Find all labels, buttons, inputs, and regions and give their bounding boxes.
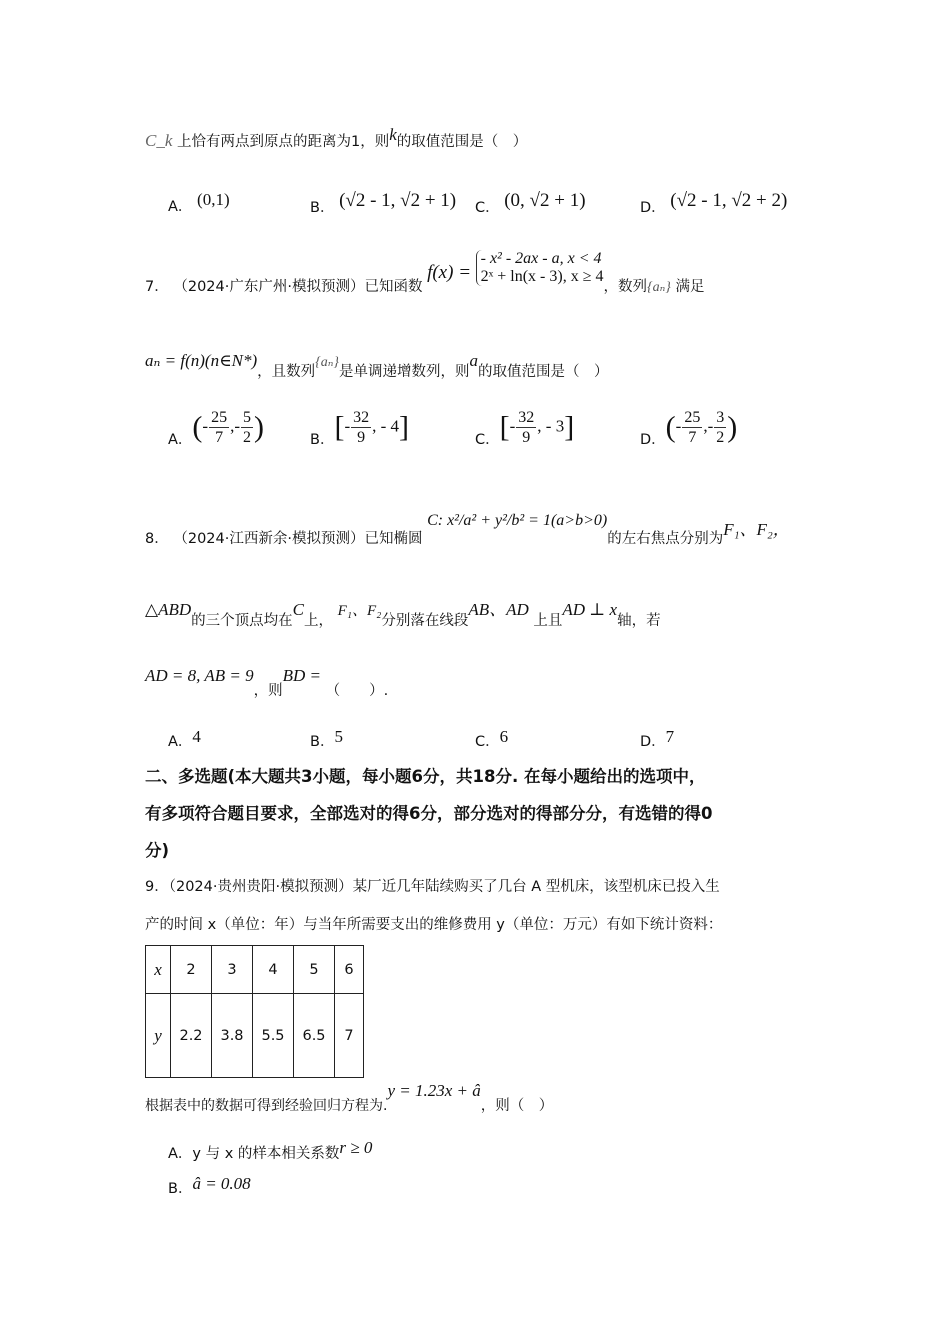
table-cell: 6	[335, 946, 364, 994]
q8-line3-math2: BD =	[282, 666, 321, 685]
q8-number: 8．	[145, 531, 169, 547]
q7-mid: ，数列	[603, 279, 647, 295]
q6-stem	[145, 125, 527, 151]
separator: ,-	[230, 416, 241, 436]
q6-option-d[interactable]	[640, 190, 787, 217]
option-label: B．	[310, 734, 335, 750]
fraction	[714, 408, 726, 447]
numerator: 3	[716, 409, 725, 426]
table-row-y	[146, 994, 364, 1078]
q7-option-d[interactable]	[640, 408, 737, 447]
section-heading-line1: 二、多选题(本大题共3小题，每小题6分，共18分. 在每小题给出的选项中，	[145, 767, 706, 786]
q9-line2: 产的时间 x（单位：年）与当年所需要支出的维修费用 y（单位：万元）有如下统计资料：	[145, 917, 723, 933]
separator: ,-	[703, 416, 714, 436]
option-label: D．	[640, 431, 666, 448]
q8-tail: 的左右焦点分别为	[607, 531, 724, 547]
q7-option-a[interactable]	[168, 408, 264, 447]
q8-option-d[interactable]	[640, 727, 675, 751]
table-cell: y	[146, 994, 171, 1078]
q8-line3	[145, 665, 389, 699]
section-heading-line2: 有多项符合题目要求，全部选对的得6分，部分选对的得部分分，有选错的得0	[145, 804, 713, 823]
q8-line3-math: AD = 8, AB = 9	[145, 666, 254, 685]
option-label: B．	[310, 200, 335, 216]
q6-option-c[interactable]	[475, 190, 586, 217]
fraction	[209, 408, 229, 447]
q7-line2-tail: 的取值范围是（ ）	[478, 364, 609, 380]
q9-option-a[interactable]	[168, 1138, 373, 1163]
q7-line2-seq: {aₙ}	[315, 355, 340, 370]
q8-option-c[interactable]	[475, 727, 509, 751]
table-cell: 5.5	[253, 994, 294, 1078]
q7-tail: 满足	[675, 279, 705, 295]
rest: , - 4	[372, 416, 400, 436]
fraction	[241, 408, 253, 447]
q7-line2	[145, 350, 609, 380]
q9-line1	[145, 875, 720, 896]
q6-stem-math: C_k	[145, 131, 173, 150]
q6-stem-text: 上恰有两点到原点的距离为1，则	[177, 134, 390, 150]
q8-source: （2024·江西新余·模拟预测）已知椭圆	[173, 531, 423, 547]
denominator: 2	[243, 429, 252, 446]
q8-foci: F₁、F₂，	[723, 520, 790, 539]
numerator: 32	[518, 409, 535, 426]
q8-line3-text: ，则	[253, 683, 283, 699]
option-label: C．	[475, 734, 500, 750]
q7-line2-var: a	[469, 351, 479, 370]
numerator: 5	[243, 409, 252, 426]
denominator: 9	[522, 429, 531, 446]
option-math: â = 0.08	[192, 1174, 251, 1193]
option-value: (0,1)	[197, 190, 230, 209]
section-heading-line3: 分)	[145, 841, 170, 860]
bracket: (	[665, 410, 676, 444]
math: C	[292, 600, 304, 619]
option-label: A．	[168, 199, 193, 215]
table-cell: 4	[253, 946, 294, 994]
minus: -	[344, 416, 351, 436]
q7-line2-math: aₙ = f(n)(n∈N*)	[145, 351, 258, 370]
q8-ellipse: C: x²/a² + y²/b² = 1(a>b>0)	[427, 512, 608, 529]
text: 上且	[533, 613, 563, 629]
denominator: 2	[716, 429, 725, 446]
q9-regression-line	[145, 1080, 554, 1114]
q9-after-text: 根据表中的数据可得到经验回归方程为.	[145, 1098, 388, 1114]
option-text: y 与 x 的样本相关系数	[192, 1146, 340, 1162]
q8-option-a[interactable]	[168, 727, 201, 751]
q8-stem	[145, 505, 790, 547]
option-value: 4	[192, 727, 201, 746]
bracket: ]	[399, 410, 410, 444]
option-math: r ≥ 0	[339, 1138, 373, 1157]
q9-option-b[interactable]	[168, 1174, 251, 1198]
q9-after-tail: ，则（ ）	[480, 1098, 554, 1114]
q7-number: 7．	[145, 279, 169, 295]
math: AB、AD	[468, 600, 529, 619]
bracket: )	[727, 410, 738, 444]
text: 轴，若	[617, 613, 661, 629]
q7-line2-text2: 是单调递增数列，则	[339, 364, 470, 380]
q8-line3-tail: （ ）.	[325, 683, 389, 699]
q6-var: k	[389, 125, 397, 144]
q8-option-b[interactable]	[310, 727, 343, 751]
table-cell: 5	[294, 946, 335, 994]
fraction	[682, 408, 702, 447]
q9-number: 9．	[145, 879, 169, 895]
option-label: A．	[168, 431, 193, 448]
q7-case2: 2ˣ + ln(x - 3), x ≥ 4	[480, 268, 604, 285]
numerator: 25	[684, 409, 701, 426]
table-cell: 3	[212, 946, 253, 994]
text: 的三个顶点均在	[191, 613, 293, 629]
option-value: 6	[499, 727, 509, 746]
table-cell: 3.8	[212, 994, 253, 1078]
q7-func: f(x) =	[427, 262, 472, 283]
denominator: 7	[688, 429, 697, 446]
rest: , - 3	[537, 416, 565, 436]
option-label: C．	[475, 431, 500, 448]
bracket: (	[192, 410, 203, 444]
q7-stem	[145, 250, 705, 295]
q6-option-b[interactable]	[310, 190, 456, 217]
table-cell: 7	[335, 994, 364, 1078]
option-label: A．	[168, 734, 193, 750]
minus: -	[675, 416, 682, 436]
q7-case1: - x² - 2ax - a, x < 4	[480, 250, 602, 267]
q9-line1-text: （2024·贵州贵阳·模拟预测）某厂近几年陆续购买了几台 A 型机床，该型机床已投入生	[168, 879, 720, 895]
table-cell: x	[146, 946, 171, 994]
data-table	[145, 945, 364, 1078]
q9-after-math: y = 1.23x + â	[387, 1081, 481, 1100]
fraction	[516, 408, 536, 447]
option-value: (√2 - 1, √2 + 2)	[670, 190, 788, 211]
fraction	[351, 408, 371, 447]
table-cell: 2	[171, 946, 212, 994]
math: △ABD	[145, 600, 192, 619]
denominator: 7	[215, 429, 224, 446]
text: 上，	[303, 613, 333, 629]
math: F₁、F₂	[337, 603, 382, 619]
option-label: D．	[640, 200, 666, 216]
numerator: 32	[353, 409, 370, 426]
table-cell: 6.5	[294, 994, 335, 1078]
option-label: B．	[310, 431, 335, 448]
option-value: 5	[334, 727, 343, 746]
text: 分别落在线段	[381, 613, 469, 629]
option-label: C．	[475, 200, 500, 216]
math: AD ⊥ x	[562, 600, 618, 619]
minus: -	[202, 416, 209, 436]
option-label: D．	[640, 734, 666, 750]
table-row-x	[146, 946, 364, 994]
bracket: [	[334, 410, 345, 444]
q7-option-c[interactable]	[475, 408, 574, 447]
table-cell: 2.2	[171, 994, 212, 1078]
bracket: ]	[564, 410, 575, 444]
option-label: A．	[168, 1146, 193, 1162]
q7-source: （2024·广东广州·模拟预测）已知函数	[173, 279, 423, 295]
q6-stem-tail: 的取值范围是（ ）	[396, 134, 528, 150]
option-value: (√2 - 1, √2 + 1)	[339, 190, 457, 211]
option-value: 7	[665, 727, 675, 746]
q7-seq: {aₙ}	[646, 280, 671, 295]
bracket: )	[254, 410, 265, 444]
option-value: (0, √2 + 1)	[504, 190, 586, 211]
numerator: 25	[211, 409, 228, 426]
bracket: [	[499, 410, 510, 444]
q7-option-b[interactable]	[310, 408, 409, 447]
q6-option-a[interactable]	[168, 190, 230, 216]
option-label: B．	[168, 1181, 193, 1197]
q8-line2	[145, 595, 661, 629]
minus: -	[509, 416, 516, 436]
q7-line2-text: ，且数列	[257, 364, 316, 380]
denominator: 9	[357, 429, 366, 446]
q7-piecewise	[476, 250, 604, 286]
